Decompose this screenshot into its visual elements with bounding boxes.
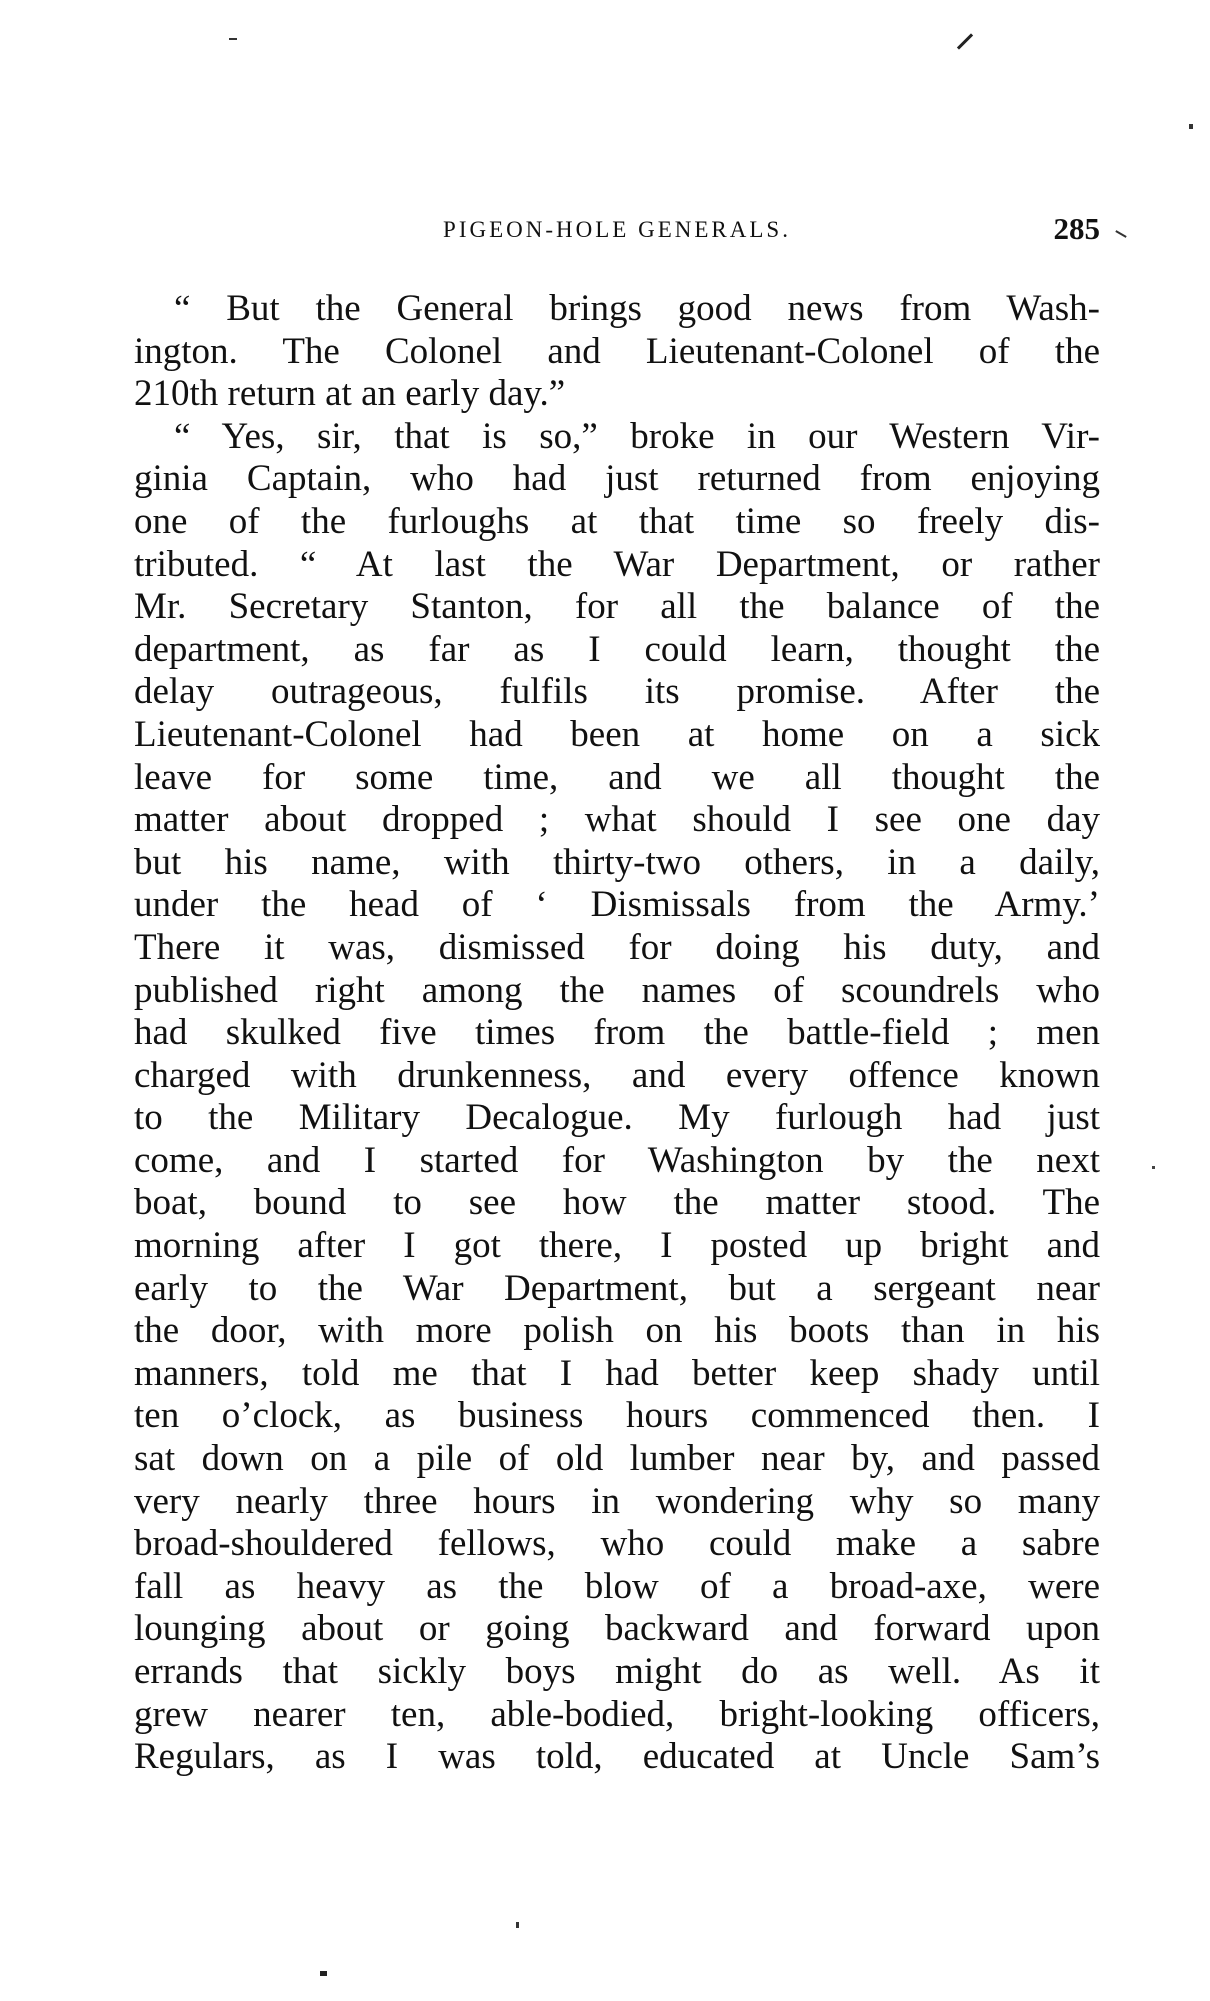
text-line: early to the War Department, but a sergeant near <box>134 1267 1100 1309</box>
text-line: department, as far as I could learn, thought the <box>134 628 1100 670</box>
text-line: had skulked five times from the battle-field ; men <box>134 1012 1100 1054</box>
scan-mark <box>320 1971 327 1976</box>
scan-mark <box>1115 230 1126 238</box>
text-line: There it was, dismissed for doing his duty, and <box>134 926 1100 968</box>
text-line: under the head of ‘ Dismissals from the Army.’ <box>134 884 1100 926</box>
text-line: tributed. “ At last the War Department, or rather <box>134 543 1100 585</box>
text-line: come, and I started for Washington by the next <box>134 1139 1100 1181</box>
text-line: but his name, with thirty-two others, in a daily, <box>134 841 1100 883</box>
text-line: “ But the General brings good news from Wash- <box>174 288 1100 329</box>
text-line: very nearly three hours in wondering why so many <box>134 1480 1100 1522</box>
text-line: delay outrageous, fulfils its promise. After the <box>134 671 1100 713</box>
text-line: sat down on a pile of old lumber near by, and passed <box>134 1438 1100 1480</box>
text-line: the door, with more polish on his boots than in his <box>134 1310 1100 1352</box>
text-line: to the Military Decalogue. My furlough had just <box>134 1097 1100 1139</box>
text-line: errands that sickly boys might do as well. As it <box>134 1651 1100 1692</box>
text-line: fall as heavy as the blow of a broad-axe, were <box>134 1565 1100 1607</box>
text-line: Mr. Secretary Stanton, for all the balance of the <box>134 586 1100 628</box>
scan-mark <box>1189 124 1193 129</box>
text-line: ginia Captain, who had just returned from enjoying <box>134 458 1100 500</box>
body-text <box>134 288 1100 1779</box>
text-line: “ Yes, sir, that is so,” broke in our Western Vir- <box>174 415 1100 457</box>
text-line: morning after I got there, I posted up bright and <box>134 1225 1100 1267</box>
text-line: manners, told me that I had better keep shady until <box>134 1352 1100 1394</box>
page-number: 285 <box>1053 211 1100 246</box>
running-head: PIGEON-HOLE GENERALS. <box>443 217 791 242</box>
text-line: 210th return at an early day.” <box>134 373 566 415</box>
scan-mark <box>516 1922 519 1928</box>
text-line: ington. The Colonel and Lieutenant-Colonel of the <box>134 330 1100 372</box>
text-line: Lieutenant-Colonel had been at home on a sick <box>134 713 1100 755</box>
page-header <box>134 211 1100 257</box>
scan-mark <box>1152 1166 1155 1169</box>
text-line: boat, bound to see how the matter stood. The <box>134 1182 1100 1224</box>
scan-mark <box>957 33 973 49</box>
text-line: matter about dropped ; what should I see one day <box>134 799 1100 841</box>
text-line: charged with drunkenness, and every offence known <box>134 1054 1100 1096</box>
text-line: leave for some time, and we all thought the <box>134 756 1100 798</box>
text-line: ten o’clock, as business hours commenced then. I <box>134 1395 1100 1437</box>
text-line: lounging about or going backward and forward upon <box>134 1608 1100 1650</box>
text-line: Regulars, as I was told, educated at Uncle Sam’s <box>134 1736 1100 1778</box>
text-line: grew nearer ten, able-bodied, bright-looking officers, <box>134 1693 1100 1735</box>
text-line: broad-shouldered fellows, who could make a sabre <box>134 1523 1100 1565</box>
text-line: one of the furloughs at that time so freely dis- <box>134 500 1100 542</box>
scan-mark <box>229 38 237 40</box>
text-line: published right among the names of scoundrels who <box>134 969 1100 1011</box>
